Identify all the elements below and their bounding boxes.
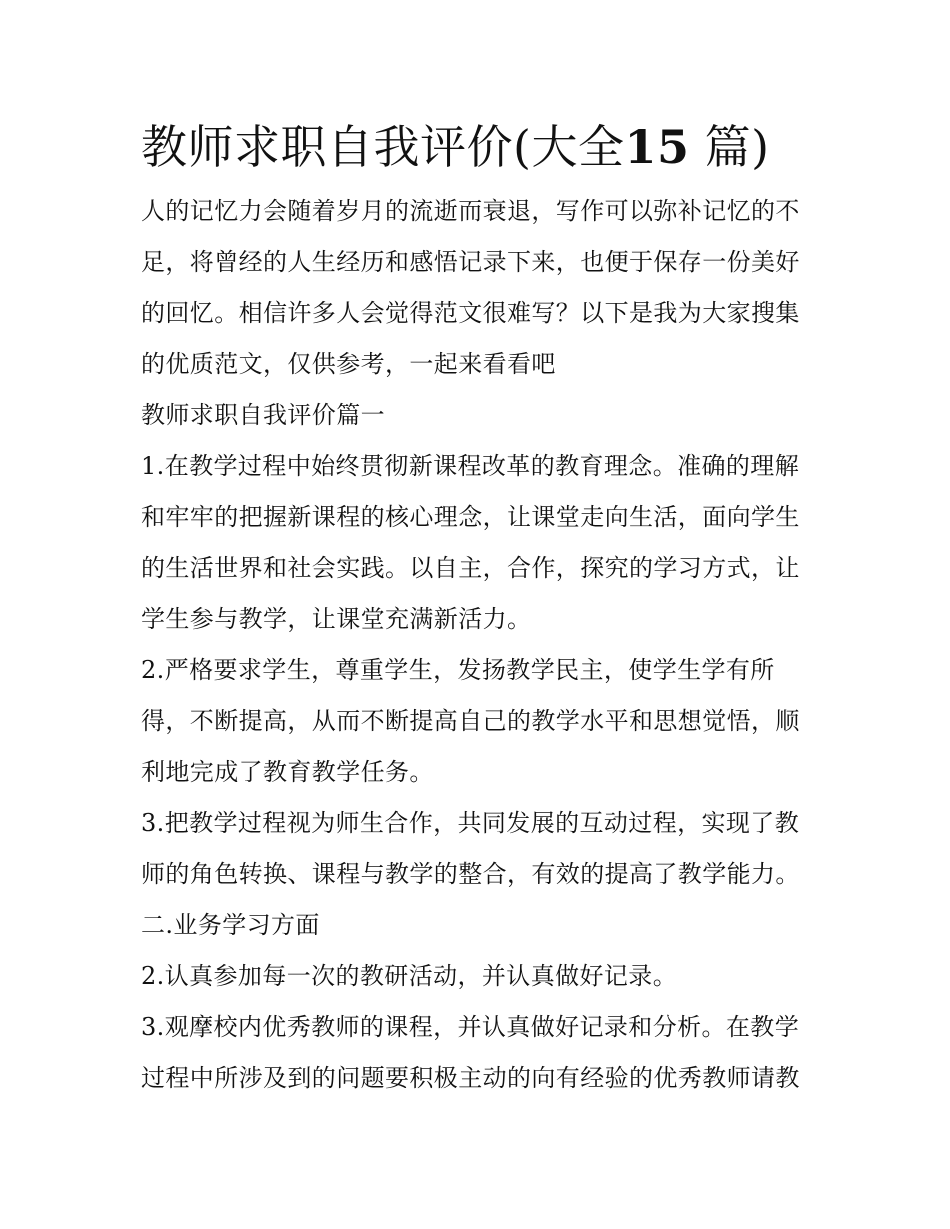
- paragraph-item-3: 3.把教学过程视为师生合作，共同发展的互动过程，实现了教师的角色转换、课程与教学的整合，有效的提高了教学能力。: [141, 809, 800, 888]
- paragraph-item-1: 1.在教学过程中始终贯彻新课程改革的教育理念。准确的理解和牢牢的把握新课程的核心理念，让课堂走向生活，面向学生的生活世界和社会实践。以自主，合作，探究的学习方式，让学生参与教学，让课堂充满新活力。: [141, 452, 800, 633]
- title-prefix: 教师求职自我评价(大全: [141, 120, 625, 174]
- paragraph-item-2: 2.严格要求学生，尊重学生，发扬教学民主，使学生学有所得，不断提高，从而不断提高自己的教学水平和思想觉悟，顺利地完成了教育教学任务。: [141, 656, 800, 786]
- section-heading-study: 二.业务学习方面: [141, 911, 320, 939]
- paragraph-study-item-2: 2.认真参加每一次的教研活动，并认真做好记录。: [141, 962, 678, 990]
- title-suffix: 篇): [704, 120, 770, 174]
- document-title: [141, 112, 813, 182]
- title-number: 15: [624, 120, 690, 174]
- intro-paragraph: 人的记忆力会随着岁月的流逝而衰退，写作可以弥补记忆的不足，将曾经的人生经历和感悟记录下来，也便于保存一份美好的回忆。相信许多人会觉得范文很难写？以下是我为大家搜集的优质范文，仅供参考，一起来看看吧: [141, 197, 800, 378]
- section-heading-part-one: 教师求职自我评价篇一: [141, 401, 385, 429]
- paragraph-study-item-3: 3.观摩校内优秀教师的课程，并认真做好记录和分析。在教学过程中所涉及到的问题要积极主动的向有经验的优秀教师请教: [141, 1013, 800, 1092]
- document-page: [141, 112, 813, 1104]
